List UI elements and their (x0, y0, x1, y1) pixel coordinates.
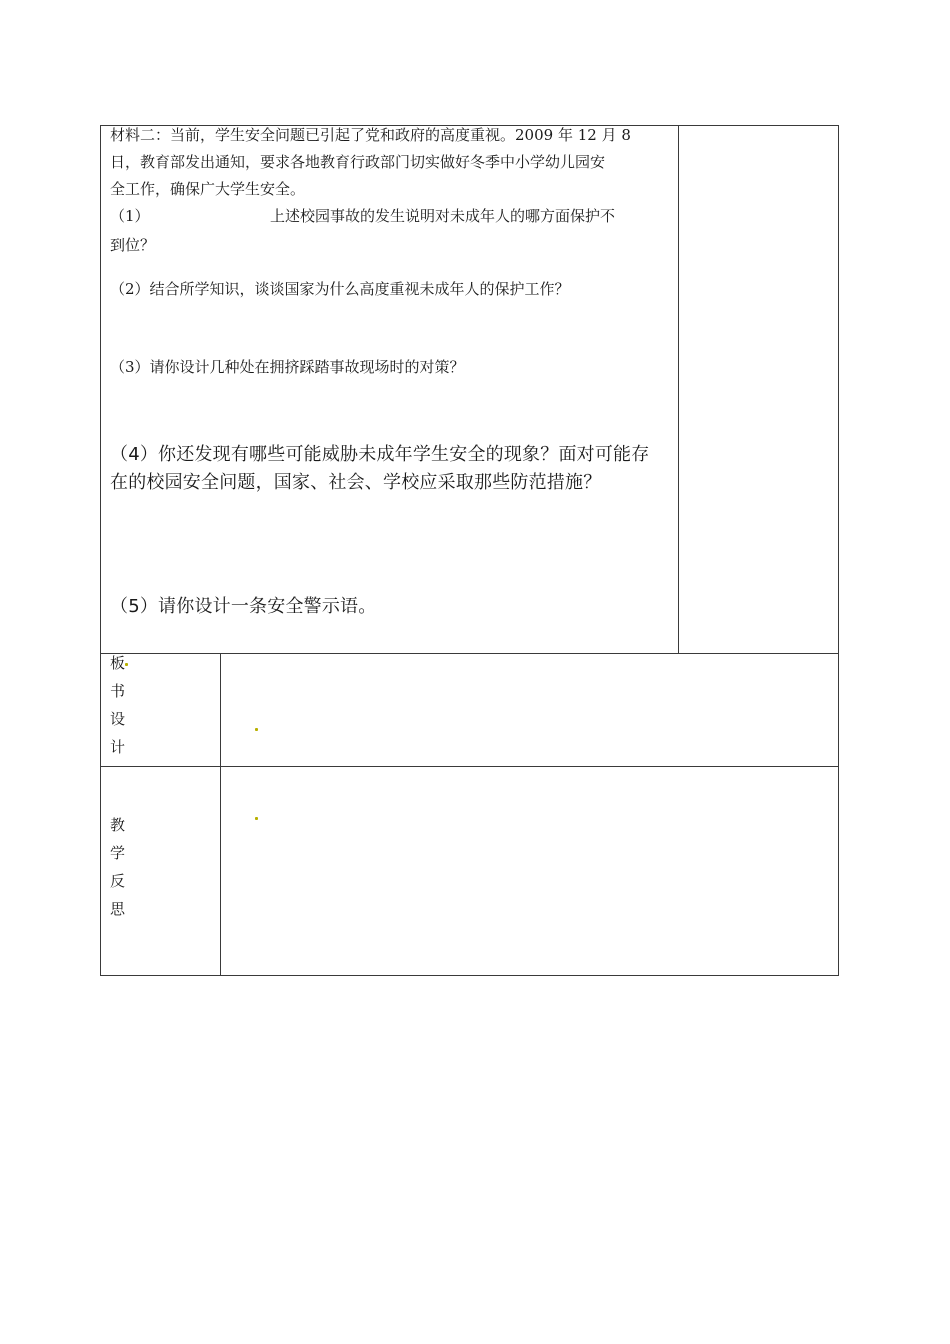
question-4-line-1: （4）你还发现有哪些可能威胁未成年学生安全的现象？面对可能存 (110, 444, 650, 465)
inner-right-column-divider (678, 125, 679, 654)
reflection-char-1: 教 (110, 816, 126, 834)
board-design-char-3: 设 (110, 710, 126, 728)
reflection-char-4: 思 (110, 900, 126, 918)
board-design-char-1: 板 (110, 654, 126, 672)
question-1-text: 上述校园事故的发生说明对未成年人的哪方面保护不 (270, 207, 616, 225)
marker-dot (125, 663, 128, 666)
question-1-continuation: 到位？ (110, 236, 156, 254)
question-3: （3）请你设计几种处在拥挤踩踏事故现场时的对策？ (110, 358, 465, 376)
board-design-char-2: 书 (110, 682, 126, 700)
row-divider-1 (100, 653, 839, 654)
question-4-line-2: 在的校园安全问题，国家、社会、学校应采取那些防范措施？ (110, 472, 602, 493)
table-left-border (100, 125, 101, 976)
marker-dot (255, 817, 258, 820)
marker-dot (255, 728, 258, 731)
board-design-char-4: 计 (110, 738, 126, 756)
material-line-2: 日，教育部发出通知，要求各地教育行政部门切实做好冬季中小学幼儿园安 (110, 153, 606, 171)
table-bottom-border (100, 975, 839, 976)
row-divider-2 (100, 766, 839, 767)
question-2: （2）结合所学知识，谈谈国家为什么高度重视未成年人的保护工作？ (110, 280, 570, 298)
question-5: （5）请你设计一条安全警示语。 (110, 596, 377, 617)
reflection-char-2: 学 (110, 844, 126, 862)
label-column-divider (220, 653, 221, 976)
reflection-char-3: 反 (110, 872, 126, 890)
table-right-border (838, 125, 839, 976)
material-line-3: 全工作，确保广大学生安全。 (110, 180, 306, 198)
question-1-number: （1） (110, 207, 150, 225)
material-line-1: 材料二：当前，学生安全问题已引起了党和政府的高度重视。2009 年 12 月 8 (110, 126, 631, 144)
